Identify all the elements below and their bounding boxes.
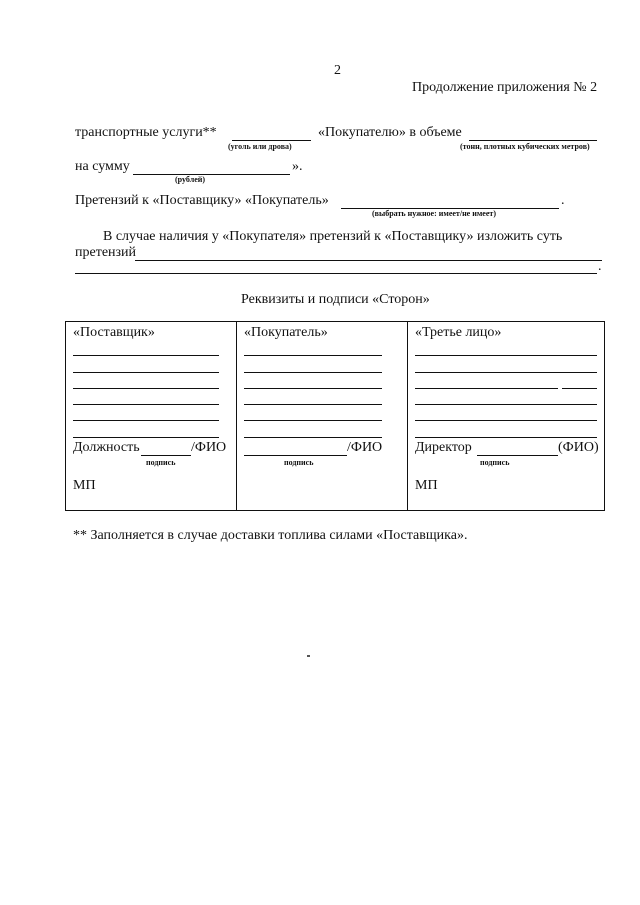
claims-blank-2: [75, 273, 597, 274]
buyer-line-1: [244, 355, 382, 356]
claims-paragraph-line1: В случае наличия у «Покупателя» претензий к «Поставщику» изложить суть: [103, 229, 563, 244]
third-line-6: [415, 437, 597, 438]
claims-dot: .: [561, 193, 565, 208]
volume-blank: [469, 140, 597, 141]
supplier-line-5: [73, 420, 219, 421]
fuel-type-hint: (уголь или дрова): [228, 142, 292, 151]
supplier-signature-blank: [141, 455, 191, 456]
sum-label: на сумму: [75, 159, 130, 174]
buyer-title: «Покупатель»: [244, 325, 328, 340]
third-line-1: [415, 355, 597, 356]
claims-label: Претензий к «Поставщику» «Покупатель»: [75, 193, 329, 208]
buyer-volume-label: «Покупателю» в объеме: [318, 125, 462, 140]
third-signature-hint: подпись: [480, 458, 510, 467]
table-divider-1: [236, 321, 237, 510]
third-party-title: «Третье лицо»: [415, 325, 502, 340]
supplier-position-label: Должность: [73, 440, 140, 455]
third-stamp: МП: [415, 478, 438, 493]
fuel-type-blank: [232, 140, 311, 141]
third-line-3b: [562, 388, 597, 389]
supplier-stamp: МП: [73, 478, 96, 493]
supplier-fio-label: /ФИО: [191, 440, 227, 455]
continuation-header: Продолжение приложения № 2: [412, 80, 598, 95]
claims-blank-1: [135, 260, 602, 261]
footnote: ** Заполняется в случае доставки топлива силами «Поставщика».: [73, 528, 468, 543]
supplier-signature-hint: подпись: [146, 458, 176, 467]
buyer-fio-label: /ФИО: [347, 440, 383, 455]
section-title: Реквизиты и подписи «Сторон»: [241, 292, 430, 307]
supplier-line-1: [73, 355, 219, 356]
transport-services-label: транспортные услуги**: [75, 125, 217, 140]
third-fio-label: (ФИО): [558, 440, 599, 455]
third-line-4: [415, 404, 597, 405]
supplier-line-6: [73, 437, 219, 438]
table-divider-2: [407, 321, 408, 510]
buyer-line-3: [244, 388, 382, 389]
buyer-line-2: [244, 372, 382, 373]
third-line-5: [415, 420, 597, 421]
third-signature-blank: [477, 455, 558, 456]
claims-paragraph-dot: .: [598, 259, 602, 274]
scan-speck: [307, 655, 310, 657]
units-hint: (тонн, плотных кубических метров): [460, 142, 590, 151]
sum-close: ».: [292, 159, 303, 174]
buyer-signature-hint: подпись: [284, 458, 314, 467]
third-director-label: Директор: [415, 440, 472, 455]
buyer-line-6: [244, 437, 382, 438]
supplier-line-3: [73, 388, 219, 389]
supplier-line-4: [73, 404, 219, 405]
choose-hint: (выбрать нужное: имеет/не имеет): [372, 209, 496, 218]
page-number: 2: [334, 63, 341, 78]
buyer-line-4: [244, 404, 382, 405]
buyer-line-5: [244, 420, 382, 421]
signatures-table: [65, 321, 605, 511]
rubles-hint: (рублей): [175, 175, 206, 184]
supplier-line-2: [73, 372, 219, 373]
third-line-2: [415, 372, 597, 373]
sum-blank: [133, 174, 290, 175]
third-line-3a: [415, 388, 558, 389]
supplier-title: «Поставщик»: [73, 325, 155, 340]
buyer-signature-blank: [244, 455, 347, 456]
claims-paragraph-line2: претензий: [75, 245, 137, 260]
